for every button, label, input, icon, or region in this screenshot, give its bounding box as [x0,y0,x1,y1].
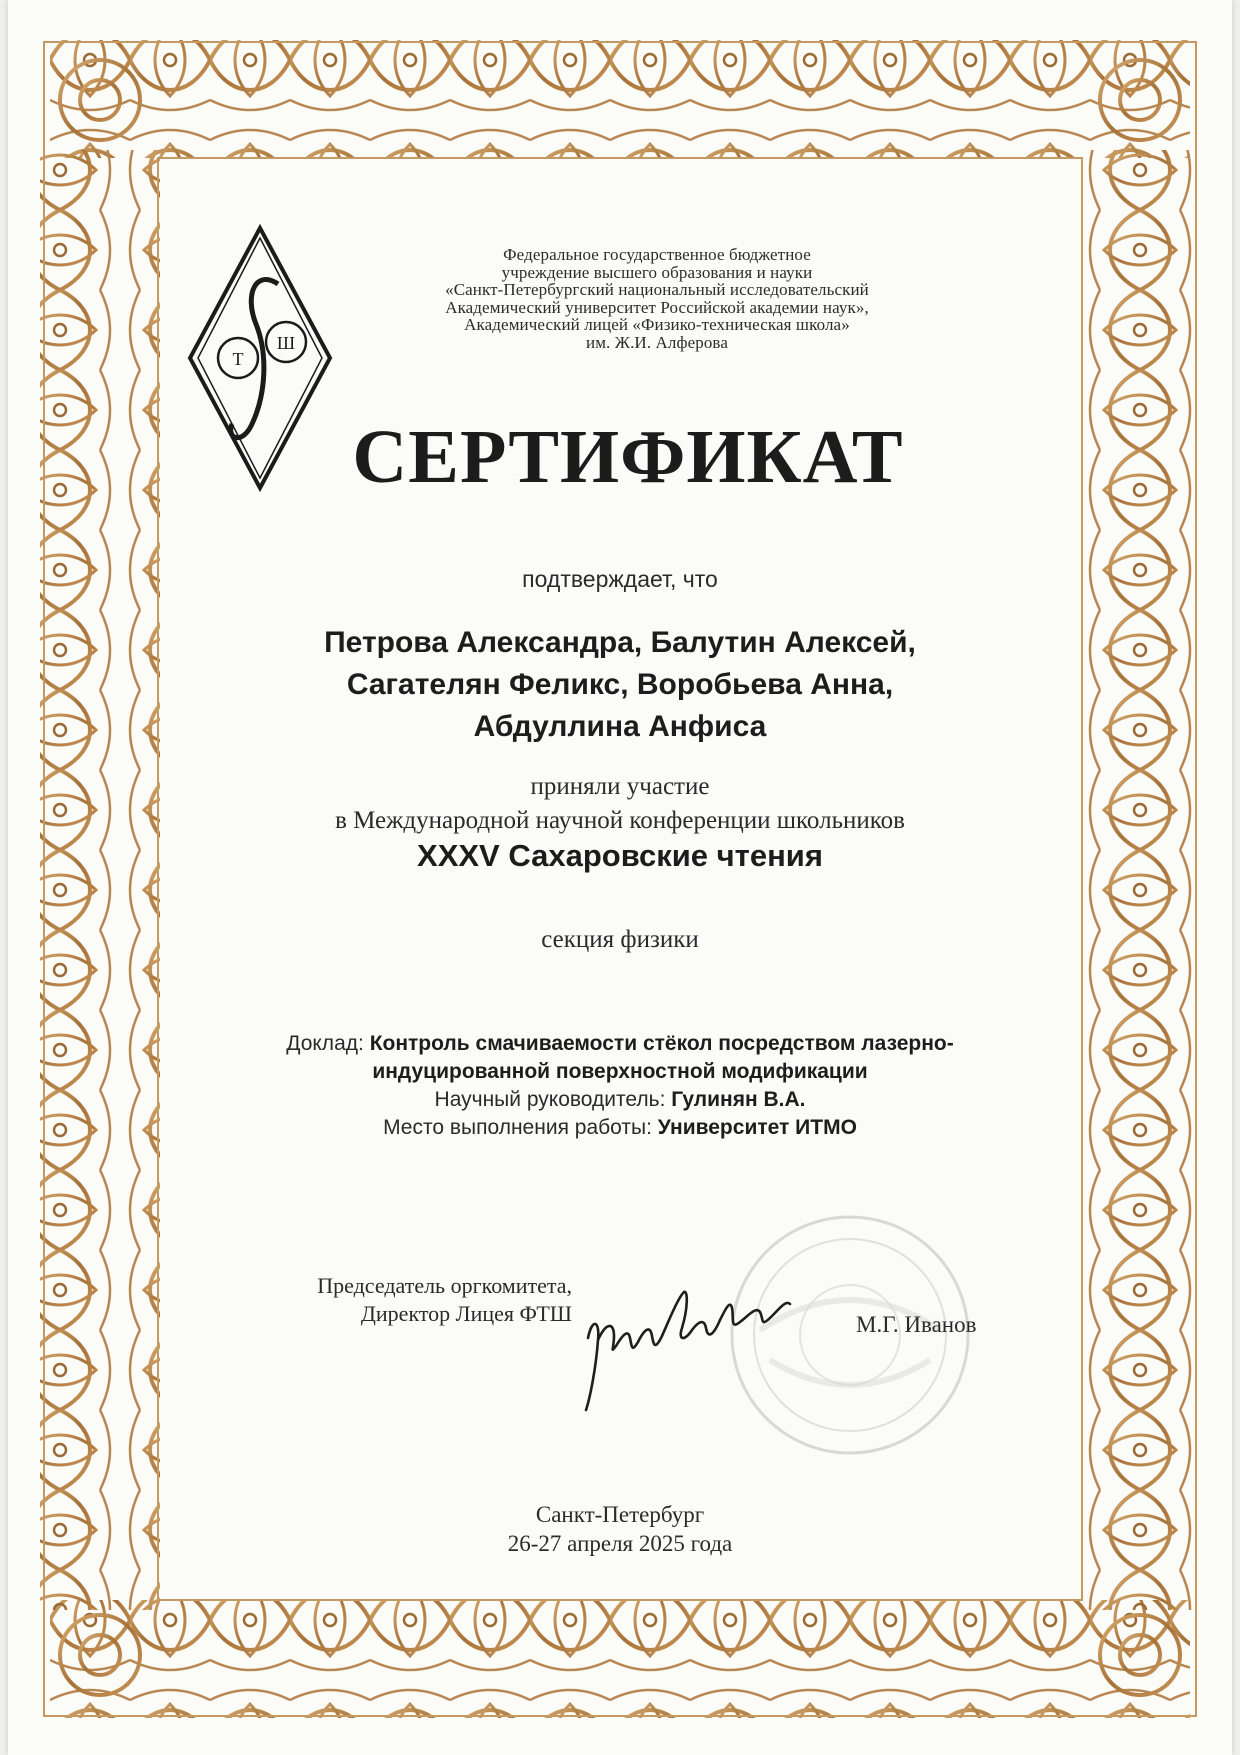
certificate-title: СЕРТИФИКАТ [352,415,904,499]
participation-line: приняли участие [530,773,710,800]
names-line: Абдуллина Анфиса [473,710,767,743]
event-name: XXXV Сахаровские чтения [417,838,823,873]
institution-line: Федеральное государственное бюджетное [503,245,811,264]
logo-letter-t: Т [232,349,244,369]
chairman-role-line1: Председатель оргкомитета, [317,1273,572,1298]
names-line: Сагателян Феликс, Воробьева Анна, [346,668,894,701]
fts-logo [186,224,334,492]
names-line: Петрова Александра, Балутин Алексей, [324,626,916,659]
institution-line: им. Ж.И. Алферова [586,332,728,352]
logo-letter-sh: Ш [276,333,296,353]
supervisor-name: Гулинян В.А. [671,1088,806,1111]
institution-line: Академический университет Российской академии наук», [445,297,869,317]
institution-line: учреждение высшего образования и науки [501,262,813,282]
place-and-date [0,1500,1240,1558]
supervisor-line [0,1086,1240,1114]
place-label: Место выполнения работы: [383,1116,652,1139]
intro-text: подтверждает, что [522,566,718,592]
city: Санкт-Петербург [535,1502,705,1527]
participation-text [0,770,1240,838]
place-value: Университет ИТМО [657,1116,857,1139]
signer-name: М.Г. Иванов [856,1312,977,1337]
report-title-line [0,1030,1240,1058]
chairman-title [232,1272,572,1328]
institution-line: Академический лицей «Физико-техническая школа» [464,315,850,334]
supervisor-label: Научный руководитель: [434,1088,666,1111]
report-title-part2: индуцированной поверхностной модификации [372,1060,868,1083]
institution-header [362,246,952,351]
place-line [0,1114,1240,1142]
date: 26-27 апреля 2025 года [507,1531,733,1556]
institution-line: «Санкт-Петербургский национальный исследовательский [445,280,869,299]
chairman-role-line2: Директор Лицея ФТШ [360,1301,572,1326]
participant-names [0,622,1240,748]
participation-line: в Международной научной конференции школьников [335,807,905,834]
section-name: секция физики [541,926,699,953]
report-label: Доклад: [286,1032,364,1055]
report-details [0,1030,1240,1142]
report-title-part1: Контроль смачиваемости стёкол посредством лазерно- [369,1032,954,1055]
signature [580,1278,850,1418]
